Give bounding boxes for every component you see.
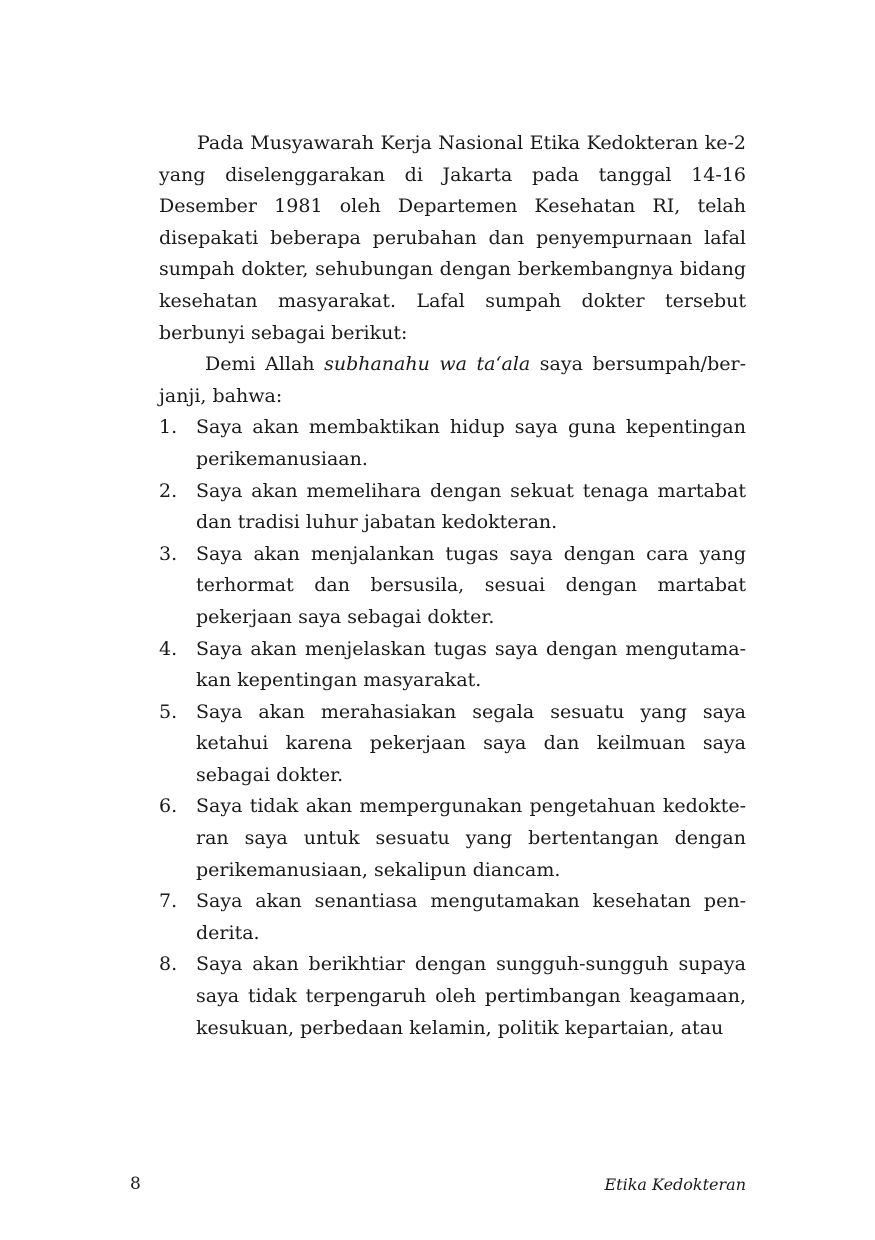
oath-item-text: Saya akan merahasiakan segala sesuatu yang saya ketahui karena pekerjaan saya dan keilmuan saya sebagai dokter. xyxy=(196,700,746,786)
oath-item-text: Saya tidak akan mempergunakan pengetahuan kedokte-ran saya untuk sesuatu yang bertentangan dengan perikemanusiaan, sekalipun diancam. xyxy=(196,795,746,881)
oath-item xyxy=(159,412,746,475)
oath-item-number: 5. xyxy=(159,700,178,723)
page-body xyxy=(159,128,746,1044)
oath-item xyxy=(159,697,746,792)
oath-item xyxy=(159,886,746,949)
oath-intro-before: Demi Allah xyxy=(205,353,325,376)
oath-item-number: 7. xyxy=(159,890,178,913)
intro-paragraph: Pada Musyawarah Kerja Nasional Etika Kedokteran ke-2 yang diselenggarakan di Jakarta pada tanggal 14-16 Desember 1981 oleh Departemen Kesehatan RI, telah disepakati beberapa perubahan dan penyempurnaan lafal sumpah dokter, sehubungan dengan berkembangnya bidang kesehatan masyarakat. Lafal sumpah dokter tersebut berbunyi sebagai berikut: xyxy=(159,132,746,344)
oath-item-number: 1. xyxy=(159,416,178,439)
oath-item-text: Saya akan menjelaskan tugas saya dengan mengutama-kan kepentingan masyarakat. xyxy=(196,637,746,692)
oath-intro xyxy=(159,349,746,412)
oath-item xyxy=(159,634,746,697)
oath-item xyxy=(159,949,746,1044)
oath-item-number: 8. xyxy=(159,953,178,976)
oath-intro-italic: subhanahu wa ta‘ala xyxy=(324,353,531,376)
running-title: Etika Kedokteran xyxy=(604,1175,746,1194)
oath-item xyxy=(159,539,746,634)
oath-item-number: 3. xyxy=(159,542,178,565)
oath-item-number: 2. xyxy=(159,479,178,502)
oath-item-text: Saya akan membaktikan hidup saya guna kepentingan perikemanusiaan. xyxy=(196,416,746,470)
oath-list xyxy=(159,412,746,1044)
oath-item-text: Saya akan berikhtiar dengan sungguh-sungguh supaya saya tidak terpengaruh oleh pertimbangan keagamaan, kesukuan, perbedaan kelamin, politik kepartaian, atau xyxy=(196,953,746,1039)
oath-item-number: 6. xyxy=(159,795,178,818)
oath-item-text: Saya akan senantiasa mengutamakan kesehatan pen-derita. xyxy=(196,890,746,944)
oath-item-text: Saya akan memelihara dengan sekuat tenaga martabat dan tradisi luhur jabatan kedokteran. xyxy=(196,479,746,534)
oath-item-number: 4. xyxy=(159,637,178,660)
page-number: 8 xyxy=(130,1174,141,1194)
oath-item xyxy=(159,476,746,539)
oath-item xyxy=(159,791,746,886)
oath-intro-after: saya bersumpah/ber-janji, bahwa: xyxy=(159,353,746,407)
oath-item-text: Saya akan menjalankan tugas saya dengan cara yang terhormat dan bersusila, sesuai dengan martabat pekerjaan saya sebagai dokter. xyxy=(196,542,746,628)
